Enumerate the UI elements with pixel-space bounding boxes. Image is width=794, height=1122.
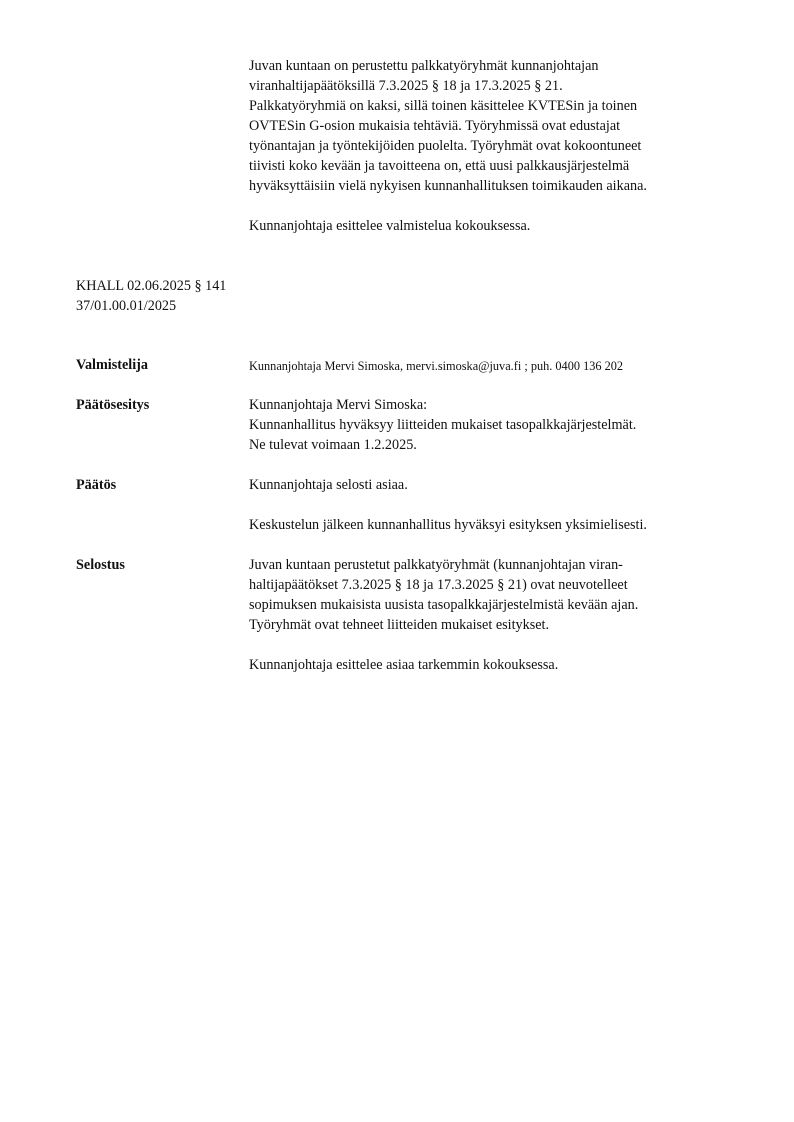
intro-line: Palkkatyöryhmiä on kaksi, sillä toinen käsittelee KVTESin ja toinen <box>249 98 638 114</box>
paatosesitys-line: Ne tulevat voimaan 1.2.2025. <box>249 437 417 453</box>
intro-line: OVTESin G-osion mukaisia tehtäviä. Työryhmissä ovat edustajat <box>249 118 621 134</box>
record-number: 37/01.00.01/2025 <box>76 298 177 314</box>
intro-line: viranhaltijapäätöksillä 7.3.2025 § 18 ja 17.3.2025 § 21. <box>249 78 563 94</box>
meeting-ref: KHALL 02.06.2025 § 141 <box>76 278 227 294</box>
intro-line: hyväksyttäisiin vielä nykyisen kunnanhallituksen toimikauden aikana. <box>249 178 647 194</box>
paatosesitys-line: Kunnanjohtaja Mervi Simoska: <box>249 397 428 413</box>
selostus-line: sopimuksen mukaisista uusista tasopalkkajärjestelmistä kevään ajan. <box>249 597 639 613</box>
selostus-closing: Kunnanjohtaja esittelee asiaa tarkemmin kokouksessa. <box>249 657 559 673</box>
intro-line: tiivisti koko kevään ja tavoitteena on, että uusi palkkausjärjestelmä <box>249 158 630 174</box>
selostus-text <box>249 555 638 635</box>
paatosesitys-label: Päätösesitys <box>76 397 150 413</box>
selostus-line: haltijapäätökset 7.3.2025 § 18 ja 17.3.2025 § 21) ovat neuvotelleet <box>249 577 628 593</box>
selostus-line: Työryhmät ovat tehneet liitteiden mukaiset esitykset. <box>249 617 550 633</box>
paatosesitys-text <box>249 395 636 455</box>
valmistelija-label: Valmistelija <box>76 357 148 373</box>
paatos-line-1: Kunnanjohtaja selosti asiaa. <box>249 477 408 493</box>
paatos-line-2: Keskustelun jälkeen kunnanhallitus hyväksyi esityksen yksimielisesti. <box>249 517 647 533</box>
paatos-label: Päätös <box>76 477 117 493</box>
selostus-line: Juvan kuntaan perustetut palkkatyöryhmät (kunnanjohtajan viran- <box>249 557 623 573</box>
valmistelija-text: Kunnanjohtaja Mervi Simoska, mervi.simoska@juva.fi ; puh. 0400 136 202 <box>249 359 624 373</box>
intro-closing: Kunnanjohtaja esittelee valmistelua kokouksessa. <box>249 218 531 234</box>
selostus-label: Selostus <box>76 557 125 573</box>
intro-line: Juvan kuntaan on perustettu palkkatyöryhmät kunnanjohtajan <box>249 58 599 74</box>
intro-line: työnantajan ja työntekijöiden puolelta. Työryhmät ovat kokoontuneet <box>249 138 642 154</box>
paatosesitys-line: Kunnanhallitus hyväksyy liitteiden mukaiset tasopalkkajärjestelmät. <box>249 417 637 433</box>
intro-paragraph <box>249 56 647 196</box>
meeting-reference <box>76 276 226 316</box>
